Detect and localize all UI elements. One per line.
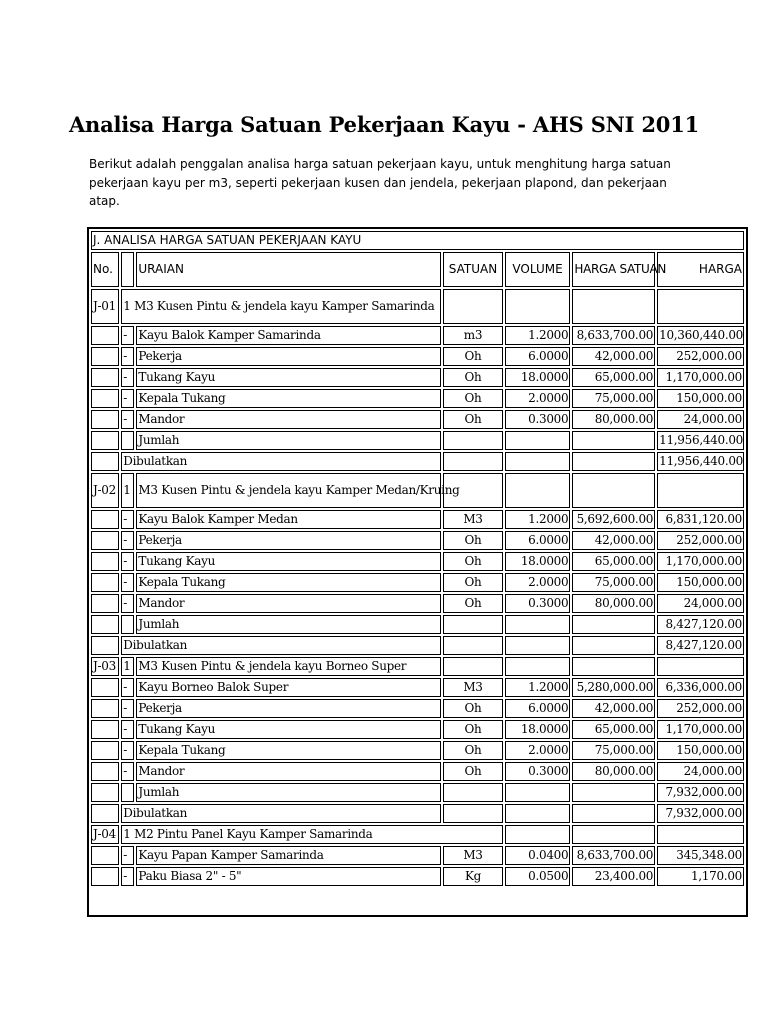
item-name: Tukang Kayu: [136, 552, 441, 571]
item-mark: -: [121, 389, 134, 408]
section-code: J-02: [91, 473, 119, 508]
item-satuan: M3: [443, 510, 503, 529]
item-harga: 6,831,120.00: [657, 510, 744, 529]
item-name: Paku Biasa 2" - 5": [136, 867, 441, 886]
empty-cell: [91, 783, 119, 802]
empty-cell: [505, 804, 571, 823]
empty-cell: [657, 473, 744, 508]
item-harga: 150,000.00: [657, 573, 744, 592]
dibulatkan-value: 8,427,120.00: [657, 636, 744, 655]
empty-cell: [443, 452, 503, 471]
empty-cell: [572, 657, 655, 676]
header-spacer: [121, 252, 134, 287]
empty-cell: [91, 741, 119, 760]
item-volume: 0.0400: [505, 846, 571, 865]
empty-cell: [505, 783, 571, 802]
empty-cell: [91, 846, 119, 865]
item-harga-satuan: 8,633,700.00: [572, 846, 655, 865]
item-volume: 0.3000: [505, 410, 571, 429]
item-volume: 1.2000: [505, 510, 571, 529]
empty-cell: [572, 473, 655, 508]
section-index: 1: [121, 657, 134, 676]
empty-cell: [572, 615, 655, 634]
section-index: 1: [121, 473, 134, 508]
empty-cell: [505, 825, 571, 844]
dibulatkan-value: 11,956,440.00: [657, 452, 744, 471]
page-title: Analisa Harga Satuan Pekerjaan Kayu - AHS SNI 2011: [68, 112, 700, 137]
item-harga: 6,336,000.00: [657, 678, 744, 697]
dibulatkan-label: Dibulatkan: [121, 804, 441, 823]
jumlah-label: Jumlah: [136, 431, 441, 450]
section-row: [91, 289, 744, 324]
table-row: [91, 846, 744, 865]
item-volume: 18.0000: [505, 552, 571, 571]
item-volume: 6.0000: [505, 347, 571, 366]
item-satuan: Oh: [443, 720, 503, 739]
empty-cell: [91, 326, 119, 345]
item-volume: 0.3000: [505, 762, 571, 781]
empty-cell: [91, 720, 119, 739]
header-no: No.: [91, 252, 119, 287]
header-uraian: URAIAN: [136, 252, 441, 287]
empty-cell: [443, 657, 503, 676]
empty-cell: [657, 289, 744, 324]
empty-cell: [505, 636, 571, 655]
jumlah-row: [91, 431, 744, 450]
item-volume: 2.0000: [505, 573, 571, 592]
item-volume: 6.0000: [505, 699, 571, 718]
item-volume: 0.0500: [505, 867, 571, 886]
item-satuan: Oh: [443, 699, 503, 718]
item-name: Pekerja: [136, 531, 441, 550]
item-harga-satuan: 23,400.00: [572, 867, 655, 886]
item-mark: -: [121, 573, 134, 592]
item-harga-satuan: 75,000.00: [572, 741, 655, 760]
jumlah-value: 7,932,000.00: [657, 783, 744, 802]
item-volume: 1.2000: [505, 678, 571, 697]
empty-cell: [572, 431, 655, 450]
item-satuan: Oh: [443, 594, 503, 613]
item-volume: 0.3000: [505, 594, 571, 613]
item-harga: 24,000.00: [657, 410, 744, 429]
empty-cell: [572, 804, 655, 823]
table-header-row: [91, 252, 744, 287]
item-harga: 252,000.00: [657, 531, 744, 550]
empty-cell: [443, 636, 503, 655]
item-name: Tukang Kayu: [136, 720, 441, 739]
table-row: [91, 552, 744, 571]
item-harga-satuan: 80,000.00: [572, 410, 655, 429]
header-harga: HARGA: [657, 252, 744, 287]
item-mark: -: [121, 594, 134, 613]
empty-cell: [572, 783, 655, 802]
item-name: Kepala Tukang: [136, 389, 441, 408]
dibulatkan-label: Dibulatkan: [121, 452, 441, 471]
item-mark: -: [121, 867, 134, 886]
item-harga-satuan: 42,000.00: [572, 699, 655, 718]
item-satuan: M3: [443, 846, 503, 865]
dibulatkan-value: 7,932,000.00: [657, 804, 744, 823]
section-title: 1 M3 Kusen Pintu & jendela kayu Kamper Samarinda: [121, 289, 441, 324]
item-harga: 10,360,440.00: [657, 326, 744, 345]
item-name: Kayu Balok Kamper Medan: [136, 510, 441, 529]
item-harga: 1,170,000.00: [657, 368, 744, 387]
item-harga: 1,170,000.00: [657, 720, 744, 739]
jumlah-value: 11,956,440.00: [657, 431, 744, 450]
empty-cell: [91, 410, 119, 429]
intro-paragraph: Berikut adalah penggalan analisa harga satuan pekerjaan kayu, untuk menghitung harga satuan pekerjaan kayu per m3, seperti pekerjaan kusen dan jendela, pekerjaan plapond, dan pekerjaan atap.: [89, 157, 671, 208]
item-harga-satuan: 5,692,600.00: [572, 510, 655, 529]
empty-cell: [121, 431, 134, 450]
item-name: Pekerja: [136, 699, 441, 718]
item-volume: 18.0000: [505, 368, 571, 387]
empty-cell: [91, 368, 119, 387]
table-row: [91, 368, 744, 387]
empty-cell: [572, 289, 655, 324]
item-satuan: Oh: [443, 347, 503, 366]
item-harga-satuan: 65,000.00: [572, 720, 655, 739]
item-mark: -: [121, 347, 134, 366]
item-satuan: Oh: [443, 389, 503, 408]
item-satuan: Oh: [443, 573, 503, 592]
dibulatkan-row: [91, 636, 744, 655]
item-name: Mandor: [136, 762, 441, 781]
section-code: J-04: [91, 825, 119, 844]
item-harga-satuan: 75,000.00: [572, 389, 655, 408]
item-volume: 2.0000: [505, 389, 571, 408]
item-harga: 150,000.00: [657, 389, 744, 408]
item-satuan: Oh: [443, 531, 503, 550]
item-harga: 252,000.00: [657, 699, 744, 718]
table-row: [91, 326, 744, 345]
item-harga-satuan: 65,000.00: [572, 368, 655, 387]
table-row: [91, 573, 744, 592]
jumlah-value: 8,427,120.00: [657, 615, 744, 634]
table-caption: J. ANALISA HARGA SATUAN PEKERJAAN KAYU: [91, 231, 744, 250]
item-harga-satuan: 42,000.00: [572, 347, 655, 366]
empty-cell: [91, 615, 119, 634]
item-harga-satuan: 80,000.00: [572, 762, 655, 781]
table-row: [91, 389, 744, 408]
section-title: M3 Kusen Pintu & jendela kayu Kamper Medan/Kruing: [136, 473, 441, 508]
empty-cell: [505, 615, 571, 634]
section-row: [91, 657, 744, 676]
empty-cell: [91, 531, 119, 550]
empty-cell: [505, 452, 571, 471]
empty-cell: [121, 783, 134, 802]
item-harga-satuan: 75,000.00: [572, 573, 655, 592]
section-title: M3 Kusen Pintu & jendela kayu Borneo Super: [136, 657, 441, 676]
item-mark: -: [121, 531, 134, 550]
item-harga: 1,170,000.00: [657, 552, 744, 571]
item-satuan: m3: [443, 326, 503, 345]
section-code: J-03: [91, 657, 119, 676]
item-satuan: Oh: [443, 410, 503, 429]
item-satuan: M3: [443, 678, 503, 697]
item-name: Kayu Balok Kamper Samarinda: [136, 326, 441, 345]
empty-cell: [657, 825, 744, 844]
item-name: Tukang Kayu: [136, 368, 441, 387]
section-code: J-01: [91, 289, 119, 324]
empty-cell: [572, 636, 655, 655]
table-body: [91, 289, 744, 886]
empty-cell: [91, 552, 119, 571]
empty-cell: [443, 783, 503, 802]
item-harga: 24,000.00: [657, 762, 744, 781]
item-name: Pekerja: [136, 347, 441, 366]
empty-cell: [91, 678, 119, 697]
empty-cell: [505, 289, 571, 324]
table-row: [91, 699, 744, 718]
item-harga: 345,348.00: [657, 846, 744, 865]
table-row: [91, 720, 744, 739]
empty-cell: [91, 636, 119, 655]
item-mark: -: [121, 846, 134, 865]
table-row: [91, 531, 744, 550]
empty-cell: [91, 804, 119, 823]
table-caption-row: [91, 231, 744, 250]
table-row: [91, 867, 744, 886]
empty-cell: [91, 594, 119, 613]
item-satuan: Oh: [443, 368, 503, 387]
item-mark: -: [121, 720, 134, 739]
section-row: [91, 825, 744, 844]
empty-cell: [443, 289, 503, 324]
empty-cell: [657, 657, 744, 676]
empty-cell: [443, 431, 503, 450]
item-name: Kepala Tukang: [136, 741, 441, 760]
table-row: [91, 410, 744, 429]
dibulatkan-row: [91, 804, 744, 823]
section-row: [91, 473, 744, 508]
item-name: Kepala Tukang: [136, 573, 441, 592]
item-harga-satuan: 42,000.00: [572, 531, 655, 550]
item-mark: -: [121, 552, 134, 571]
item-mark: -: [121, 410, 134, 429]
empty-cell: [443, 804, 503, 823]
empty-cell: [91, 452, 119, 471]
item-name: Kayu Papan Kamper Samarinda: [136, 846, 441, 865]
item-name: Mandor: [136, 410, 441, 429]
item-name: Mandor: [136, 594, 441, 613]
header-satuan: SATUAN: [443, 252, 503, 287]
empty-cell: [572, 825, 655, 844]
table-row: [91, 741, 744, 760]
empty-cell: [443, 615, 503, 634]
item-harga-satuan: 80,000.00: [572, 594, 655, 613]
empty-cell: [91, 510, 119, 529]
empty-cell: [91, 347, 119, 366]
empty-cell: [91, 699, 119, 718]
item-harga: 24,000.00: [657, 594, 744, 613]
item-mark: -: [121, 762, 134, 781]
item-volume: 2.0000: [505, 741, 571, 760]
table-row: [91, 762, 744, 781]
item-volume: 6.0000: [505, 531, 571, 550]
item-volume: 18.0000: [505, 720, 571, 739]
item-harga: 150,000.00: [657, 741, 744, 760]
item-harga-satuan: 8,633,700.00: [572, 326, 655, 345]
table-row: [91, 347, 744, 366]
item-satuan: Oh: [443, 741, 503, 760]
ahs-table: [89, 229, 746, 888]
item-satuan: Oh: [443, 552, 503, 571]
jumlah-row: [91, 615, 744, 634]
item-satuan: Oh: [443, 762, 503, 781]
table-row: [91, 594, 744, 613]
empty-cell: [505, 657, 571, 676]
header-harga-satuan: HARGA SATUAN: [572, 252, 655, 287]
empty-cell: [91, 573, 119, 592]
empty-cell: [91, 431, 119, 450]
empty-cell: [91, 762, 119, 781]
item-name: Kayu Borneo Balok Super: [136, 678, 441, 697]
item-mark: -: [121, 699, 134, 718]
jumlah-label: Jumlah: [136, 615, 441, 634]
item-mark: -: [121, 326, 134, 345]
item-mark: -: [121, 678, 134, 697]
dibulatkan-label: Dibulatkan: [121, 636, 441, 655]
header-volume: VOLUME: [505, 252, 571, 287]
empty-cell: [91, 389, 119, 408]
item-harga: 252,000.00: [657, 347, 744, 366]
empty-cell: [505, 431, 571, 450]
jumlah-row: [91, 783, 744, 802]
empty-cell: [572, 452, 655, 471]
section-title: 1 M2 Pintu Panel Kayu Kamper Samarinda: [121, 825, 503, 844]
item-mark: -: [121, 510, 134, 529]
item-satuan: Kg: [443, 867, 503, 886]
empty-cell: [91, 867, 119, 886]
empty-cell: [505, 473, 571, 508]
empty-cell: [121, 615, 134, 634]
table-row: [91, 510, 744, 529]
item-harga: 1,170.00: [657, 867, 744, 886]
jumlah-label: Jumlah: [136, 783, 441, 802]
dibulatkan-row: [91, 452, 744, 471]
item-mark: -: [121, 741, 134, 760]
item-harga-satuan: 5,280,000.00: [572, 678, 655, 697]
item-volume: 1.2000: [505, 326, 571, 345]
table-row: [91, 678, 744, 697]
item-mark: -: [121, 368, 134, 387]
item-harga-satuan: 65,000.00: [572, 552, 655, 571]
